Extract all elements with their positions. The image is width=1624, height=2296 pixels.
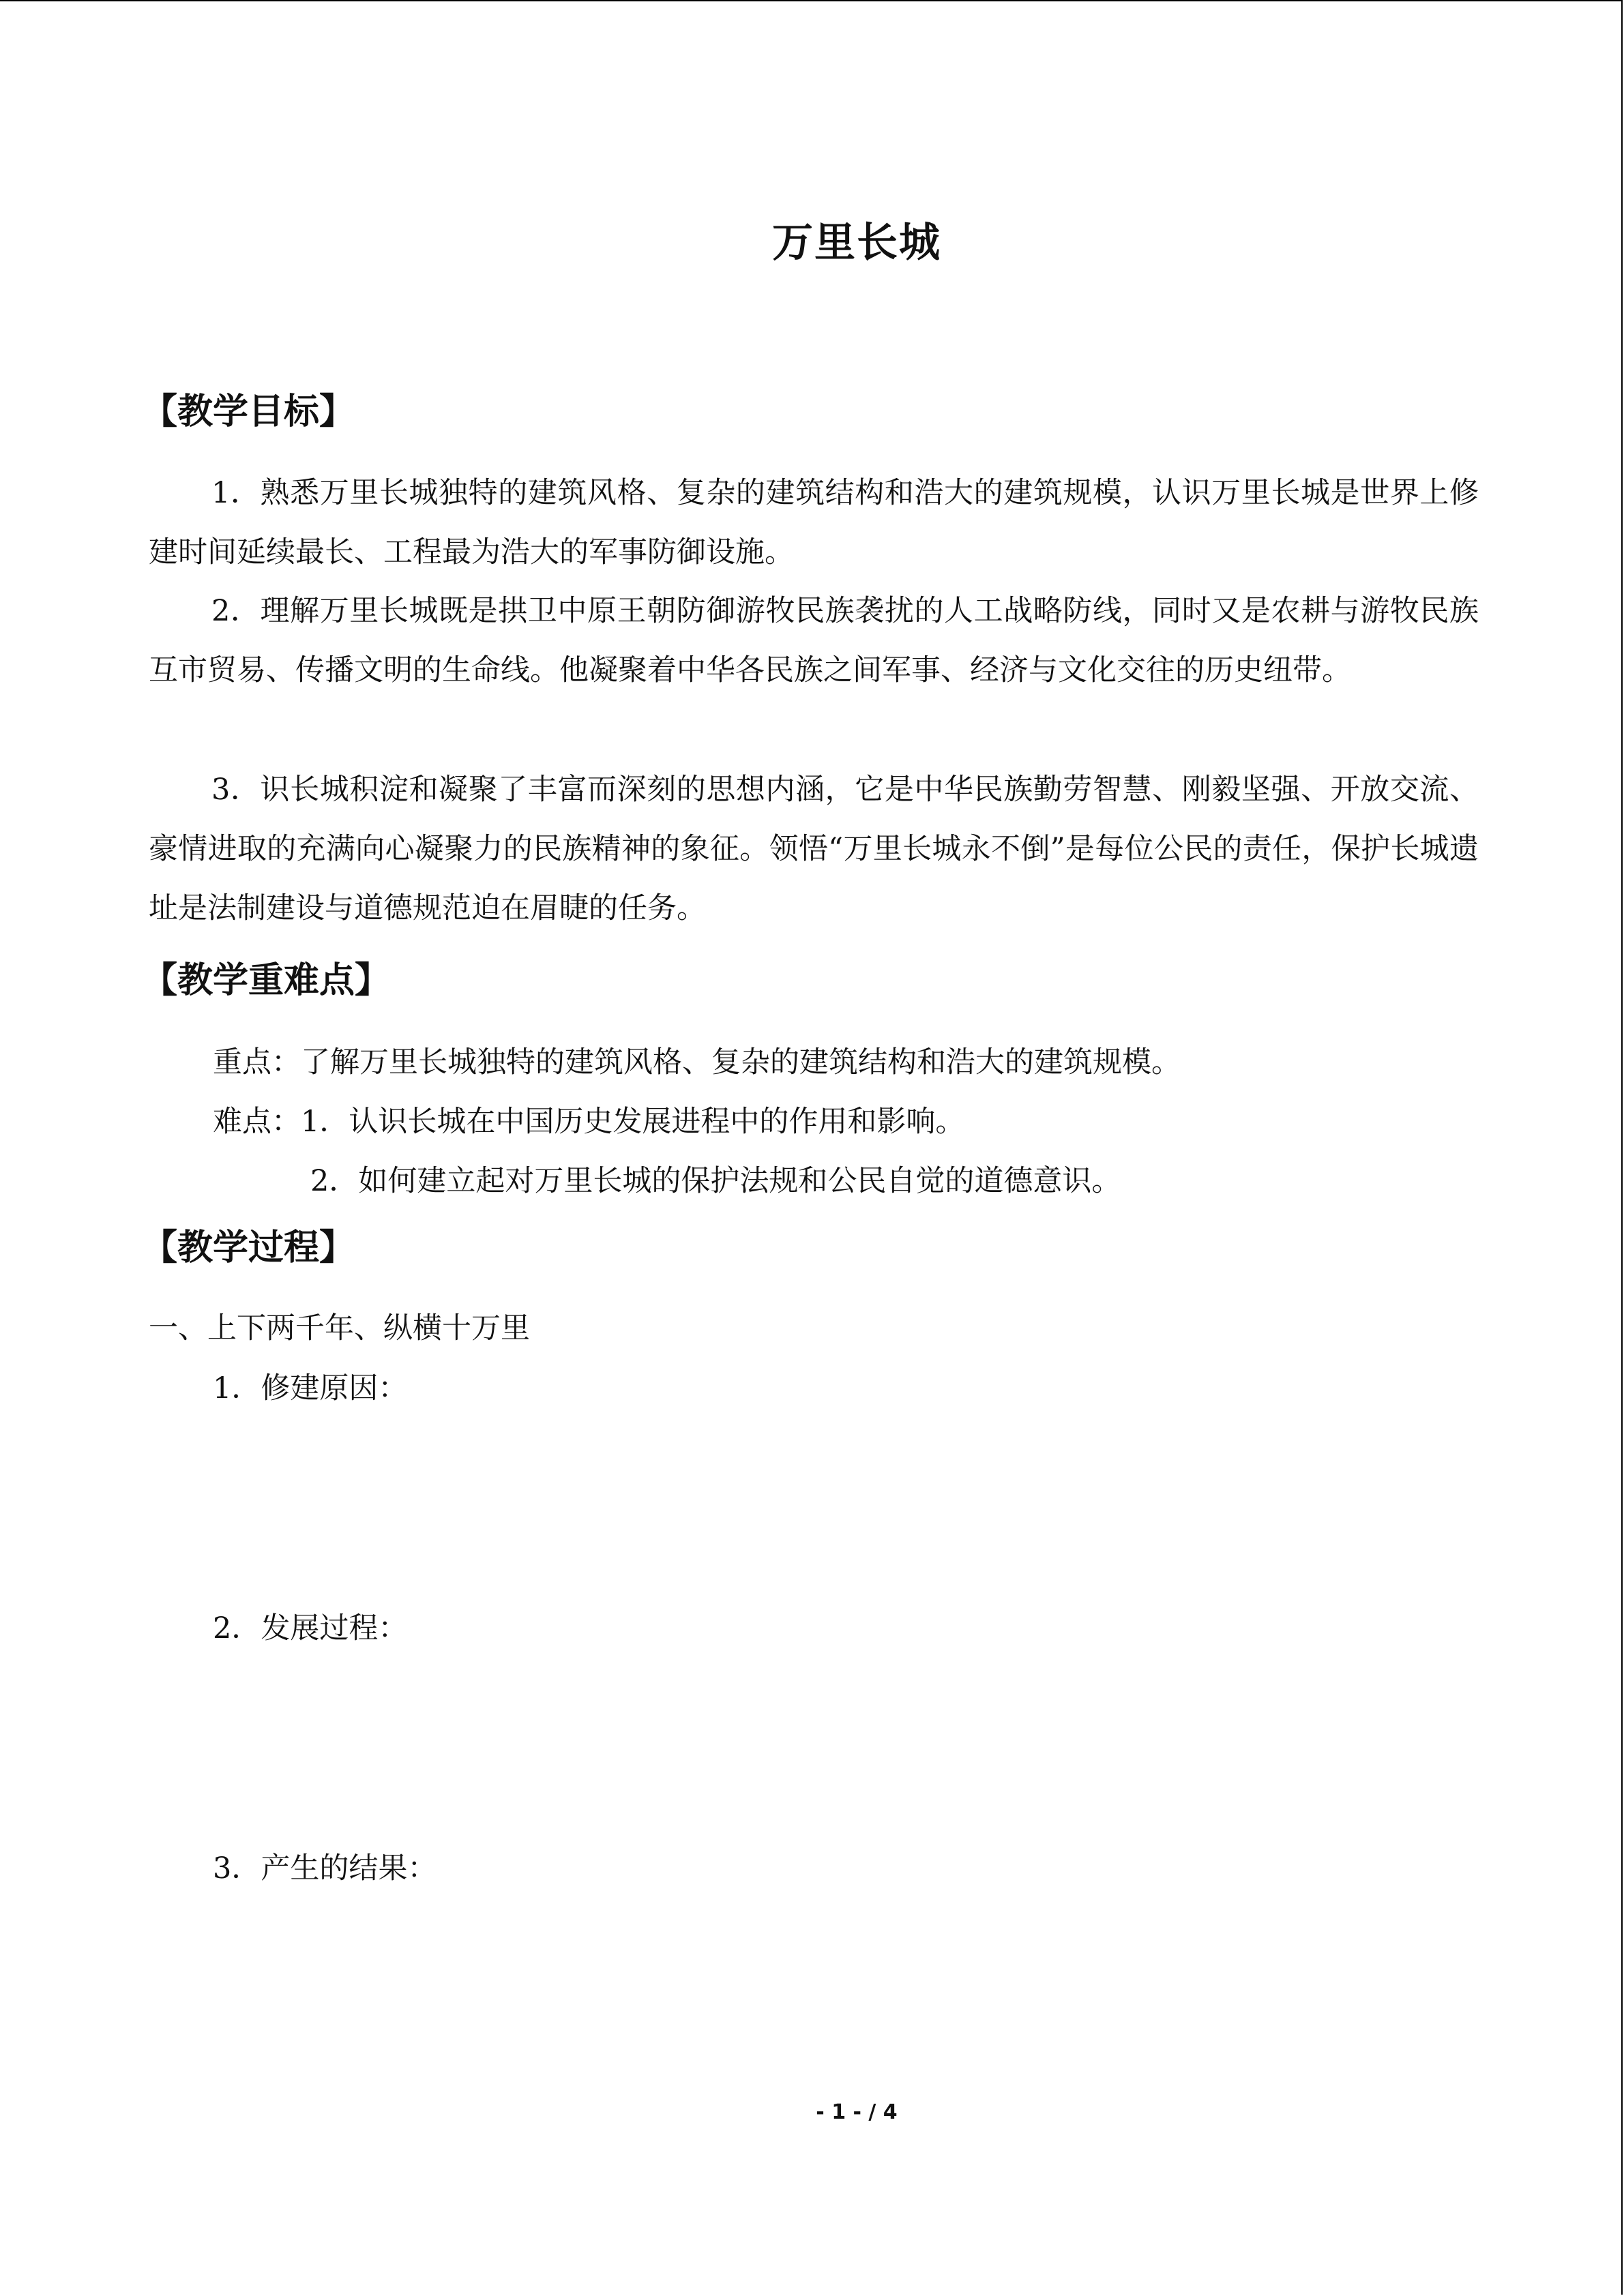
question-results: 3．产生的结果： <box>213 1851 437 1885</box>
heading-key-points: 【教学重难点】 <box>142 960 391 1001</box>
difficulty-point-2: 2．如何建立起对万里长城的保护法规和公民自觉的道德意识。 <box>310 1164 1121 1198</box>
page-title: 万里长城 <box>772 219 941 267</box>
process-part-1: 一、上下两千年、纵横十万里 <box>149 1311 530 1345</box>
question-build-reason: 1．修建原因： <box>213 1371 408 1405</box>
page-number: - 1 - / 4 <box>816 2100 898 2124</box>
question-development: 2．发展过程： <box>213 1611 408 1645</box>
goal-item-1: 1．熟悉万里长城独特的建筑风格、复杂的建筑结构和浩大的建筑规模，认识万里长城是世界上修建时间延续最长、工程最为浩大的军事防御设施。 <box>149 476 1479 569</box>
difficulty-point-1: 难点：1．认识长城在中国历史发展进程中的作用和影响。 <box>213 1105 965 1139</box>
goal-item-3: 3．识长城积淀和凝聚了丰富而深刻的思想内涵，它是中华民族勤劳智慧、刚毅坚强、开放交流、豪情进取的充满向心凝聚力的民族精神的象征。领悟“万里长城永不倒”是每位公民的责任，保护长城遗址是法制建设与道德规范迫在眉睫的任务。 <box>149 773 1479 925</box>
goal-item-2: 2．理解万里长城既是拱卫中原王朝防御游牧民族袭扰的人工战略防线，同时又是农耕与游牧民族互市贸易、传播文明的生命线。他凝聚着中华各民族之间军事、经济与文化交往的历史纽带。 <box>149 594 1479 687</box>
heading-teaching-process: 【教学过程】 <box>142 1227 355 1268</box>
focus-point: 重点：了解万里长城独特的建筑风格、复杂的建筑结构和浩大的建筑规模。 <box>213 1045 1181 1079</box>
heading-teaching-goals: 【教学目标】 <box>142 391 355 432</box>
